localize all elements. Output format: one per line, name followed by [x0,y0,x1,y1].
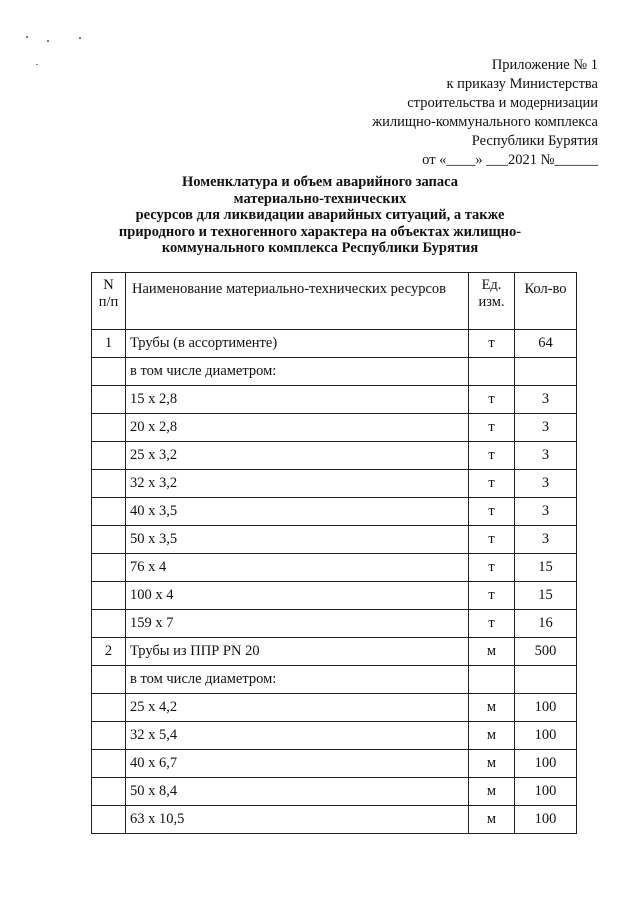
row-name: 50 х 3,5 [126,526,469,554]
row-unit [469,358,515,386]
table-row [92,386,577,414]
row-number [92,750,126,778]
row-number [92,470,126,498]
approval-line: Приложение № 1 [491,57,598,73]
row-quantity: 3 [515,386,577,414]
table-row [92,498,577,526]
row-quantity: 3 [515,442,577,470]
row-number [92,554,126,582]
row-number [92,386,126,414]
header-unit-line1: Ед. [481,277,502,293]
row-unit: т [469,414,515,442]
approval-line: к приказу Министерства [446,76,598,92]
row-quantity [515,358,577,386]
row-quantity: 100 [515,722,577,750]
approval-line: от «____» ___2021 №______ [422,152,598,168]
row-unit: м [469,778,515,806]
row-unit: т [469,610,515,638]
row-number [92,666,126,694]
row-quantity: 64 [515,330,577,358]
document-title [60,174,580,257]
row-name: Трубы из ППР PN 20 [126,638,469,666]
row-name: 63 х 10,5 [126,806,469,834]
row-number [92,806,126,834]
table-row [92,358,577,386]
table-row [92,778,577,806]
row-quantity: 100 [515,778,577,806]
row-quantity: 16 [515,610,577,638]
table-row [92,442,577,470]
table-row [92,414,577,442]
row-number [92,414,126,442]
table-row [92,638,577,666]
row-unit: т [469,582,515,610]
row-quantity: 3 [515,470,577,498]
row-unit [469,666,515,694]
table-row [92,554,577,582]
row-number [92,778,126,806]
header-unit-line2: изм. [478,294,505,310]
row-name: в том числе диаметром: [126,358,469,386]
row-quantity: 100 [515,750,577,778]
row-unit: т [469,330,515,358]
scan-speck [36,64,38,65]
title-line: коммунального комплекса Республики Бурятия [161,240,479,256]
row-name: 50 х 8,4 [126,778,469,806]
row-name: 40 х 3,5 [126,498,469,526]
header-name: Наименование материально-технических ресурсов [126,273,469,330]
row-unit: м [469,722,515,750]
title-line: ресурсов для ликвидации аварийных ситуаций, а также [135,207,505,223]
nomenclature-table [91,272,577,834]
row-unit: т [469,554,515,582]
table-row [92,526,577,554]
title-line: природного и техногенного характера на объектах жилищно- [118,223,522,240]
row-name: 40 х 6,7 [126,750,469,778]
row-number [92,722,126,750]
header-number-line1: N [103,277,114,293]
table-row [92,750,577,778]
table-header-row [92,273,577,330]
row-name: Трубы (в ассортименте) [126,330,469,358]
row-name: 100 х 4 [126,582,469,610]
row-number [92,358,126,386]
row-unit: м [469,750,515,778]
row-quantity: 500 [515,638,577,666]
table-row [92,722,577,750]
row-name: 76 х 4 [126,554,469,582]
row-unit: т [469,470,515,498]
row-unit: т [469,442,515,470]
table-row [92,330,577,358]
header-quantity: Кол-во [515,273,577,330]
row-number [92,526,126,554]
row-unit: м [469,638,515,666]
row-number [92,498,126,526]
row-quantity: 15 [515,582,577,610]
table-row [92,610,577,638]
row-unit: м [469,694,515,722]
row-name: 159 х 7 [126,610,469,638]
row-name: в том числе диаметром: [126,666,469,694]
row-quantity: 15 [515,554,577,582]
row-number: 2 [92,638,126,666]
row-name: 15 х 2,8 [126,386,469,414]
table-row [92,582,577,610]
row-unit: т [469,498,515,526]
title-line: Номенклатура и объем аварийного запаса [181,174,459,190]
row-quantity: 100 [515,694,577,722]
table-row [92,694,577,722]
row-quantity [515,666,577,694]
header-number [92,273,126,330]
row-unit: м [469,806,515,834]
table-row [92,806,577,834]
title-line: материально-технических [233,190,407,207]
approval-line: жилищно-коммунального комплекса [372,114,598,130]
row-number [92,582,126,610]
row-name: 20 х 2,8 [126,414,469,442]
row-name: 32 х 3,2 [126,470,469,498]
row-name: 25 х 3,2 [126,442,469,470]
approval-line: строительства и модернизации [407,95,598,111]
row-quantity: 3 [515,498,577,526]
approval-line: Республики Бурятия [471,133,598,149]
scan-speck [26,36,28,38]
row-number: 1 [92,330,126,358]
scan-speck [47,40,49,42]
row-number [92,694,126,722]
row-quantity: 3 [515,414,577,442]
row-name: 32 х 5,4 [126,722,469,750]
row-unit: т [469,386,515,414]
row-quantity: 100 [515,806,577,834]
row-number [92,610,126,638]
row-number [92,442,126,470]
table-row [92,666,577,694]
header-unit [469,273,515,330]
row-quantity: 3 [515,526,577,554]
approval-block [372,56,598,170]
row-unit: т [469,526,515,554]
row-name: 25 х 4,2 [126,694,469,722]
scan-speck [79,37,81,39]
table-row [92,470,577,498]
header-number-line2: п/п [98,294,119,310]
